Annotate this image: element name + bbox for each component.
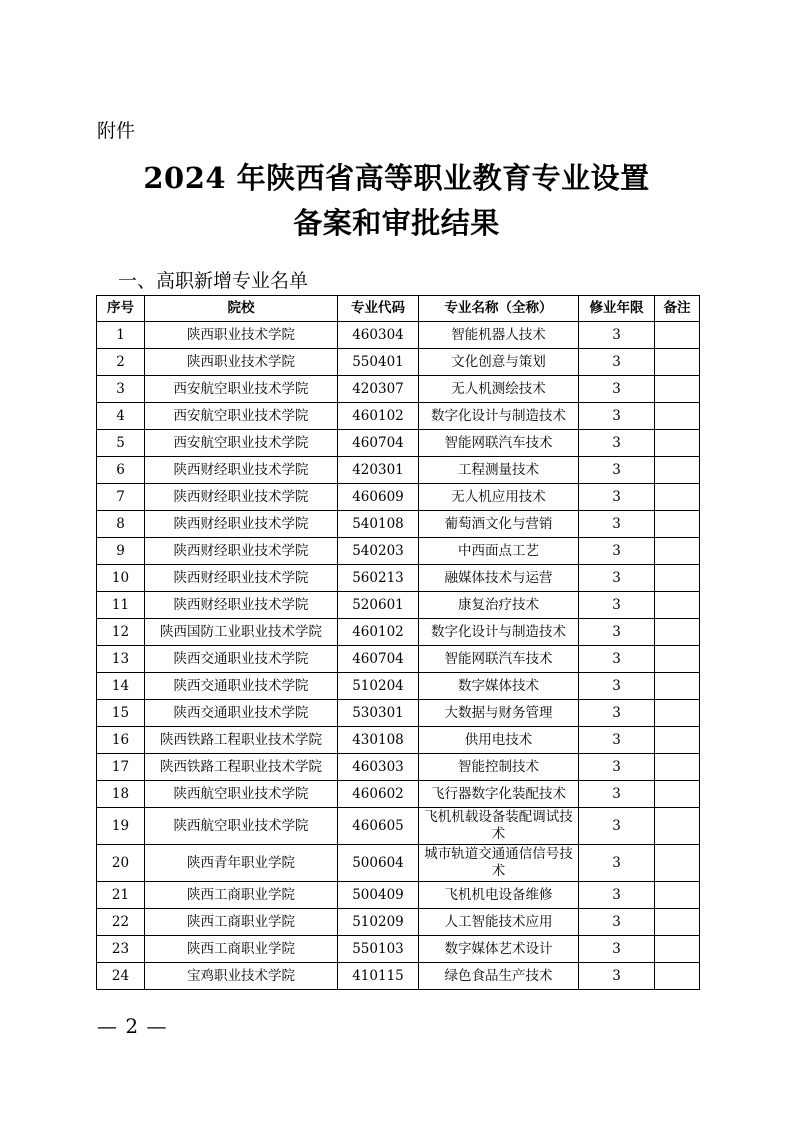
cell-major-name: 城市轨道交通通信信号技术 (419, 845, 579, 882)
page-number: — 2 — (97, 1014, 168, 1038)
table-row (97, 646, 700, 673)
cell-remarks (655, 882, 700, 909)
table-row (97, 781, 700, 808)
major-list-table (96, 295, 700, 990)
cell-duration: 3 (579, 376, 655, 403)
cell-index: 5 (97, 430, 145, 457)
table-row (97, 403, 700, 430)
cell-major-name: 飞机机载设备装配调试技术 (419, 808, 579, 845)
document-title-line1: 2024 年陕西省高等职业教育专业设置 (143, 161, 650, 195)
cell-school: 陕西职业技术学院 (145, 322, 338, 349)
cell-school: 西安航空职业技术学院 (145, 430, 338, 457)
cell-duration: 3 (579, 538, 655, 565)
cell-major-code: 460602 (338, 781, 419, 808)
table-body (97, 322, 700, 990)
cell-duration: 3 (579, 808, 655, 845)
cell-index: 14 (97, 673, 145, 700)
table-row (97, 727, 700, 754)
cell-major-name: 康复治疗技术 (419, 592, 579, 619)
cell-remarks (655, 457, 700, 484)
cell-remarks (655, 781, 700, 808)
cell-major-code: 530301 (338, 700, 419, 727)
header-remarks: 备注 (655, 296, 700, 322)
cell-major-code: 460303 (338, 754, 419, 781)
cell-index: 10 (97, 565, 145, 592)
cell-major-code: 500409 (338, 882, 419, 909)
cell-duration: 3 (579, 511, 655, 538)
cell-index: 3 (97, 376, 145, 403)
cell-duration: 3 (579, 430, 655, 457)
header-school: 院校 (145, 296, 338, 322)
table-row (97, 511, 700, 538)
cell-major-code: 560213 (338, 565, 419, 592)
cell-index: 7 (97, 484, 145, 511)
table-row (97, 376, 700, 403)
cell-school: 陕西交通职业技术学院 (145, 700, 338, 727)
cell-duration: 3 (579, 403, 655, 430)
cell-major-code: 550401 (338, 349, 419, 376)
cell-school: 陕西航空职业技术学院 (145, 808, 338, 845)
cell-major-name: 智能机器人技术 (419, 322, 579, 349)
cell-major-name: 数字化设计与制造技术 (419, 619, 579, 646)
cell-remarks (655, 349, 700, 376)
cell-index: 22 (97, 909, 145, 936)
cell-major-name: 数字化设计与制造技术 (419, 403, 579, 430)
cell-major-name: 智能控制技术 (419, 754, 579, 781)
cell-duration: 3 (579, 322, 655, 349)
cell-duration: 3 (579, 845, 655, 882)
table-row (97, 430, 700, 457)
cell-remarks (655, 963, 700, 990)
cell-remarks (655, 322, 700, 349)
cell-school: 陕西财经职业技术学院 (145, 511, 338, 538)
cell-major-code: 460102 (338, 403, 419, 430)
document-title-line2: 备案和审批结果 (293, 206, 500, 240)
cell-major-code: 540108 (338, 511, 419, 538)
cell-major-code: 460609 (338, 484, 419, 511)
cell-major-code: 460704 (338, 646, 419, 673)
cell-major-name: 中西面点工艺 (419, 538, 579, 565)
cell-school: 陕西交通职业技术学院 (145, 646, 338, 673)
cell-school: 陕西交通职业技术学院 (145, 673, 338, 700)
cell-major-name: 飞行器数字化装配技术 (419, 781, 579, 808)
cell-remarks (655, 565, 700, 592)
cell-school: 陕西国防工业职业技术学院 (145, 619, 338, 646)
cell-remarks (655, 808, 700, 845)
cell-duration: 3 (579, 457, 655, 484)
cell-major-name: 飞机机电设备维修 (419, 882, 579, 909)
cell-duration: 3 (579, 936, 655, 963)
section-title: 一、高职新增专业名单 (118, 270, 309, 292)
cell-duration: 3 (579, 592, 655, 619)
cell-remarks (655, 673, 700, 700)
cell-duration: 3 (579, 646, 655, 673)
cell-remarks (655, 845, 700, 882)
cell-index: 6 (97, 457, 145, 484)
cell-school: 陕西工商职业学院 (145, 882, 338, 909)
cell-major-name: 融媒体技术与运营 (419, 565, 579, 592)
cell-major-name: 文化创意与策划 (419, 349, 579, 376)
cell-major-name: 智能网联汽车技术 (419, 430, 579, 457)
cell-remarks (655, 403, 700, 430)
cell-index: 23 (97, 936, 145, 963)
cell-index: 20 (97, 845, 145, 882)
table-row (97, 936, 700, 963)
cell-school: 陕西财经职业技术学院 (145, 538, 338, 565)
cell-duration: 3 (579, 727, 655, 754)
cell-major-name: 人工智能技术应用 (419, 909, 579, 936)
cell-remarks (655, 538, 700, 565)
cell-remarks (655, 727, 700, 754)
cell-major-name: 智能网联汽车技术 (419, 646, 579, 673)
header-major-name: 专业名称（全称） (419, 296, 579, 322)
cell-duration: 3 (579, 963, 655, 990)
table-header-row (97, 296, 700, 322)
header-index: 序号 (97, 296, 145, 322)
cell-duration: 3 (579, 700, 655, 727)
cell-index: 9 (97, 538, 145, 565)
cell-school: 陕西青年职业学院 (145, 845, 338, 882)
cell-major-code: 460102 (338, 619, 419, 646)
cell-major-code: 520601 (338, 592, 419, 619)
cell-major-code: 420301 (338, 457, 419, 484)
cell-major-name: 无人机测绘技术 (419, 376, 579, 403)
table-row (97, 484, 700, 511)
cell-school: 陕西工商职业学院 (145, 936, 338, 963)
cell-school: 陕西职业技术学院 (145, 349, 338, 376)
cell-index: 8 (97, 511, 145, 538)
cell-remarks (655, 430, 700, 457)
cell-major-code: 550103 (338, 936, 419, 963)
cell-major-code: 460704 (338, 430, 419, 457)
cell-index: 12 (97, 619, 145, 646)
cell-major-code: 460304 (338, 322, 419, 349)
table-row (97, 963, 700, 990)
cell-major-code: 460605 (338, 808, 419, 845)
cell-major-name: 大数据与财务管理 (419, 700, 579, 727)
cell-major-name: 工程测量技术 (419, 457, 579, 484)
cell-index: 4 (97, 403, 145, 430)
cell-remarks (655, 484, 700, 511)
cell-duration: 3 (579, 673, 655, 700)
cell-major-name: 绿色食品生产技术 (419, 963, 579, 990)
cell-major-name: 供用电技术 (419, 727, 579, 754)
cell-remarks (655, 619, 700, 646)
cell-school: 陕西财经职业技术学院 (145, 565, 338, 592)
cell-major-code: 500604 (338, 845, 419, 882)
header-major-code: 专业代码 (338, 296, 419, 322)
cell-school: 西安航空职业技术学院 (145, 376, 338, 403)
cell-major-name: 数字媒体艺术设计 (419, 936, 579, 963)
table-row (97, 592, 700, 619)
table-row (97, 845, 700, 882)
cell-remarks (655, 511, 700, 538)
cell-index: 11 (97, 592, 145, 619)
cell-school: 西安航空职业技术学院 (145, 403, 338, 430)
cell-index: 16 (97, 727, 145, 754)
cell-major-name: 数字媒体技术 (419, 673, 579, 700)
table-row (97, 909, 700, 936)
cell-major-code: 430108 (338, 727, 419, 754)
cell-index: 18 (97, 781, 145, 808)
cell-school: 宝鸡职业技术学院 (145, 963, 338, 990)
cell-index: 13 (97, 646, 145, 673)
cell-remarks (655, 376, 700, 403)
cell-school: 陕西财经职业技术学院 (145, 457, 338, 484)
cell-index: 19 (97, 808, 145, 845)
cell-duration: 3 (579, 619, 655, 646)
cell-duration: 3 (579, 565, 655, 592)
table-row (97, 882, 700, 909)
cell-school: 陕西财经职业技术学院 (145, 592, 338, 619)
cell-remarks (655, 936, 700, 963)
table-row (97, 808, 700, 845)
table-row (97, 619, 700, 646)
cell-remarks (655, 909, 700, 936)
cell-school: 陕西工商职业学院 (145, 909, 338, 936)
cell-major-code: 510204 (338, 673, 419, 700)
cell-school: 陕西航空职业技术学院 (145, 781, 338, 808)
cell-school: 陕西财经职业技术学院 (145, 484, 338, 511)
cell-index: 21 (97, 882, 145, 909)
cell-duration: 3 (579, 349, 655, 376)
table-row (97, 538, 700, 565)
cell-index: 17 (97, 754, 145, 781)
cell-index: 15 (97, 700, 145, 727)
cell-duration: 3 (579, 882, 655, 909)
table-row (97, 565, 700, 592)
cell-duration: 3 (579, 754, 655, 781)
table-row (97, 457, 700, 484)
cell-remarks (655, 646, 700, 673)
table-row (97, 754, 700, 781)
cell-major-code: 420307 (338, 376, 419, 403)
cell-major-code: 410115 (338, 963, 419, 990)
cell-index: 24 (97, 963, 145, 990)
cell-duration: 3 (579, 909, 655, 936)
table-row (97, 322, 700, 349)
cell-duration: 3 (579, 781, 655, 808)
table-row (97, 673, 700, 700)
cell-remarks (655, 700, 700, 727)
table-row (97, 349, 700, 376)
table-row (97, 700, 700, 727)
cell-major-code: 510209 (338, 909, 419, 936)
attachment-label: 附件 (97, 120, 136, 142)
cell-major-code: 540203 (338, 538, 419, 565)
header-duration: 修业年限 (579, 296, 655, 322)
cell-remarks (655, 754, 700, 781)
cell-school: 陕西铁路工程职业技术学院 (145, 754, 338, 781)
cell-major-name: 葡萄酒文化与营销 (419, 511, 579, 538)
cell-school: 陕西铁路工程职业技术学院 (145, 727, 338, 754)
cell-index: 2 (97, 349, 145, 376)
cell-major-name: 无人机应用技术 (419, 484, 579, 511)
cell-duration: 3 (579, 484, 655, 511)
cell-remarks (655, 592, 700, 619)
cell-index: 1 (97, 322, 145, 349)
